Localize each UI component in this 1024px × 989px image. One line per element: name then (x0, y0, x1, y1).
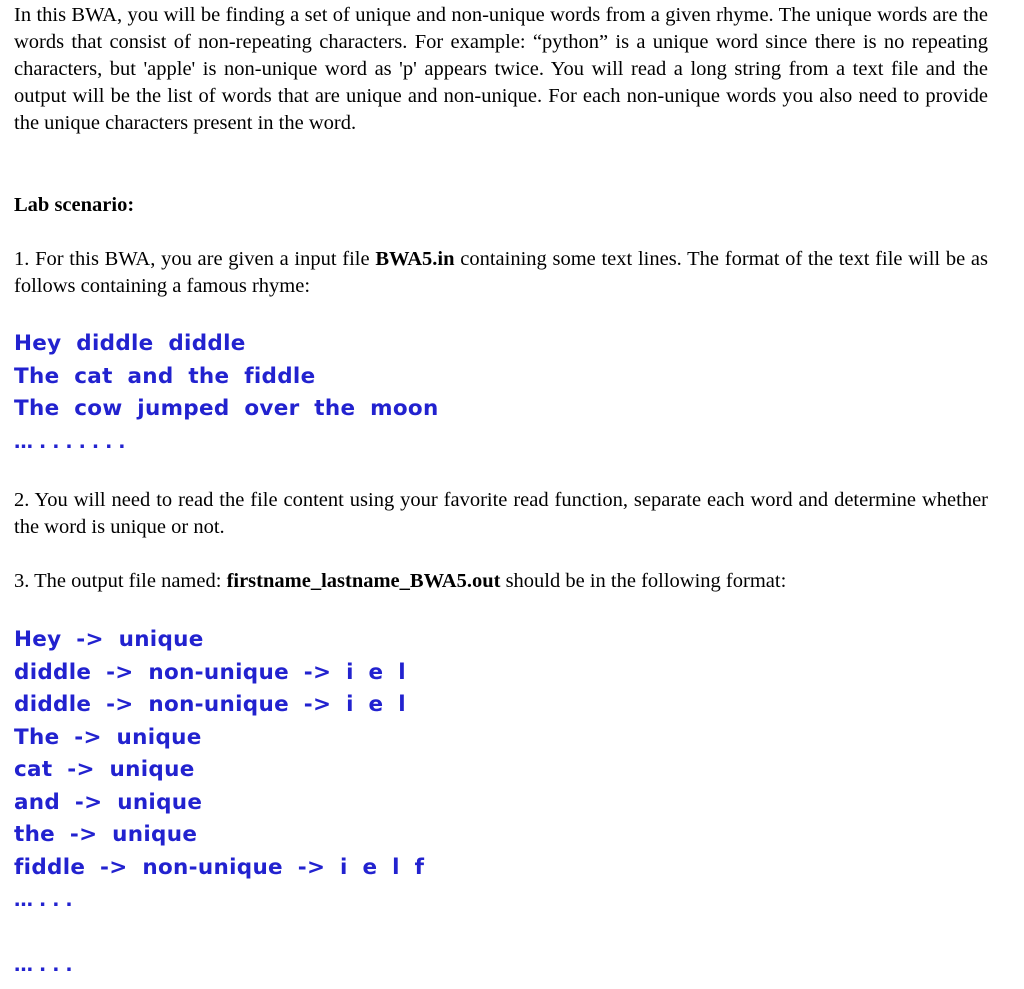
output-line: Hey -> unique (14, 627, 204, 652)
output-code-block (14, 624, 988, 917)
rhyme-line: Hey diddle diddle (14, 331, 246, 356)
rhyme-code-block (14, 328, 988, 458)
input-filename: BWA5.in (375, 248, 455, 270)
output-ellipsis-line: …... (14, 889, 79, 911)
intro-paragraph: In this BWA, you will be finding a set of unique and non-unique words from a given rhyme. The unique words are the words that consist of non-repeating characters. For example: “python” is a unique word since there is no repeating characters, but 'apple' is non-unique word as 'p' appears twice. You will read a long string from a text file and the output will be the list of words that are unique and non-unique. For each non-unique words you also need to provide the unique characters present in the word. (14, 4, 988, 134)
step-1-text-post: containing some text lines. The format of the text file will be as follows containing a famous rhyme: (14, 248, 988, 297)
step-3-text-pre: 3. The output file named: (14, 570, 227, 592)
step-2-paragraph: 2. You will need to read the file content using your favorite read function, separate each word and determine whether the word is unique or not. (14, 489, 988, 538)
output-line: the -> unique (14, 822, 198, 847)
trailing-ellipsis-line: …... (14, 953, 79, 976)
output-line: diddle -> non-unique -> i e l (14, 659, 406, 685)
output-line: cat -> unique (14, 757, 195, 782)
lab-scenario-heading: Lab scenario: (14, 194, 135, 216)
step-3-text-post: should be in the following format: (500, 570, 787, 592)
output-line: and -> unique (14, 789, 203, 815)
step-1-paragraph (14, 246, 988, 300)
rhyme-ellipsis-line: ….......​ (14, 430, 132, 453)
rhyme-line: The cow jumped over the moon (14, 396, 439, 421)
trailing-ellipsis-block (14, 949, 988, 982)
output-filename: firstname_lastname_BWA5.out (226, 570, 501, 592)
document-body (14, 2, 988, 981)
step-3-paragraph (14, 568, 988, 595)
output-line: fiddle -> non-unique -> i e l f (14, 854, 425, 880)
output-line: diddle -> non-unique -> i e l (14, 692, 406, 717)
output-line: The -> unique (14, 724, 202, 750)
rhyme-line: The cat and the fiddle (14, 363, 316, 389)
step-1-text-pre: 1. For this BWA, you are given a input file (14, 248, 376, 270)
